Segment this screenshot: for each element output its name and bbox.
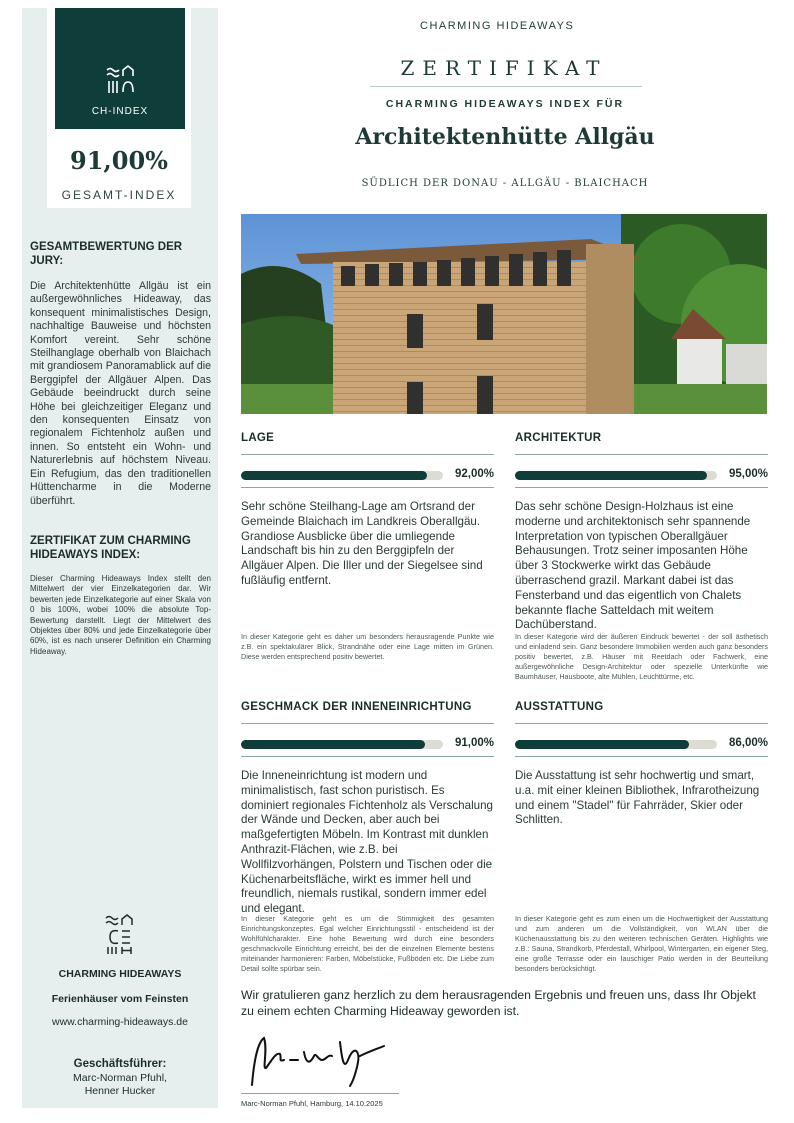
total-score: 91,00% bbox=[70, 146, 168, 175]
category-text: Die Ausstattung ist sehr hochwertig und smart, u.a. mit einer kleinen Bibliothek, Infrarotheizung und einem "Stadel" für Fahrräder, Skier oder Schlitten. bbox=[515, 769, 760, 827]
signature-image bbox=[244, 1030, 404, 1090]
category-text: Sehr schöne Steilhang-Lage am Ortsrand der Gemeinde Blaichach im Landkreis Oberallgäu. Grandiose Ausblicke über die umliegende Landschaft bis hin zu den Berggipfeln der Allgäuer Alpen. Die Iller und der Siegelsee sind fußläufig entfernt. bbox=[241, 500, 483, 587]
badge-label: CH-INDEX bbox=[91, 106, 149, 117]
score-bar-fill bbox=[241, 740, 425, 749]
category-title: LAGE bbox=[241, 432, 275, 444]
footer-brand: CHARMING HIDEAWAYS bbox=[58, 968, 182, 980]
category-title: GESCHMACK DER INNENEINRICHTUNG bbox=[241, 701, 472, 713]
footer-url[interactable]: www.charming-hideaways.de bbox=[52, 1016, 188, 1028]
total-score-label: GESAMT-INDEX bbox=[61, 188, 177, 202]
jury-heading: GESAMTBEWERTUNG DER JURY: bbox=[30, 241, 183, 267]
category-text: Die Inneneinrichtung ist modern und minimalistisch, fast schon puristisch. Es dominiert regionales Fichtenholz als Verschalung der Wände und Decken, aber auch bei maßgefertigten Möbeln. Im Kontrast mit dunklen Anthrazit-Flächen, wie z.B. bei Wollfilzvorhängen, Polstern und Tischen oder die Küchenarbeitsfläche, wirkt es immer hell und freundlich, niemals rustikal, sondern immer edel und elegant. bbox=[241, 769, 493, 916]
footer-tagline: Ferienhäuser vom Feinsten bbox=[51, 993, 189, 1005]
score-bar-track bbox=[241, 740, 443, 749]
property-name: Architektenhütte Allgäu bbox=[355, 124, 655, 150]
title-divider bbox=[370, 86, 642, 87]
property-photo bbox=[241, 214, 767, 414]
signature-caption: Marc-Norman Pfuhl, Hamburg, 14.10.2025 bbox=[241, 1099, 383, 1108]
category-divider-bottom bbox=[515, 487, 768, 488]
score-bar-row bbox=[241, 736, 494, 756]
score-bar-track bbox=[241, 471, 443, 480]
category-score: 91,00% bbox=[454, 737, 494, 749]
category-lage bbox=[241, 432, 494, 589]
category-architektur bbox=[515, 432, 768, 633]
score-bar-track bbox=[515, 740, 717, 749]
category-divider bbox=[515, 723, 768, 724]
category-divider-bottom bbox=[241, 487, 494, 488]
category-title: ARCHITEKTUR bbox=[515, 432, 602, 444]
ch-index-badge bbox=[55, 8, 185, 129]
category-divider bbox=[515, 454, 768, 455]
certificate-title: ZERTIFIKAT bbox=[400, 56, 608, 80]
ceo-name-2: Henner Hucker bbox=[84, 1085, 156, 1097]
category-geschmack bbox=[241, 701, 494, 917]
category-text: Das sehr schöne Design-Holzhaus ist eine moderne und architektonisch sehr spannende Interpretation von typischen Oberallgäuer Behausungen. Trotz seiner imposanten Höhe über 3 Stockwerke wirkt das Gebäude überraschend grazil. Markant dabei ist das Fensterband und das eigentlich von Chalets bekannte flache Satteldach mit weitem Dachüberstand. bbox=[515, 500, 751, 632]
brand-header bbox=[420, 20, 574, 32]
ceo-label: Geschäftsführer: bbox=[73, 1058, 167, 1070]
score-bar-fill bbox=[515, 740, 689, 749]
category-note-ausstattung: In dieser Kategorie geht es zum einen um die Hochwertigkeit der Ausstattung und zum anderen um die Vollständigkeit, von WLAN über die Küchenausstattung bis zu den weiteren technischen Geräten. Highlights wie z.B.: Sauna, Strandkorb, Pferdestall, Whirlpool, Wintergarten, ein eigener Steg, eine große Terrasse oder ein lauschiger Patio werden in der Beurteilung besonders berücksichtigt. bbox=[515, 914, 768, 973]
index-heading: ZERTIFIKAT ZUM CHARMING HIDEAWAYS INDEX: bbox=[30, 535, 191, 561]
category-score: 95,00% bbox=[728, 468, 768, 480]
category-note-architektur: In dieser Kategorie wird der äußeren Eindruck bewertet - der soll ästhetisch und einladend sein. Ganz besondere Immobilien werden auch ganz besonders positiv bewertet, z.B. Häuser mit Reetdach oder Fachwerk, eine außergewöhnliche Design-Architektur oder spezielle Unterkünfte wie Baumhäuser, Hausboote, alte Mühlen, Leuchttürme, etc. bbox=[515, 632, 768, 681]
category-divider bbox=[241, 723, 494, 724]
category-title: AUSSTATTUNG bbox=[515, 701, 604, 713]
charming-hideaways-logo-icon bbox=[105, 64, 135, 96]
score-bar-fill bbox=[241, 471, 427, 480]
score-bar-fill bbox=[515, 471, 707, 480]
brand-name-part: CHARMING HIDEAWAYS bbox=[420, 20, 575, 32]
property-region: SÜDLICH DER DONAU - ALLGÄU - BLAICHACH bbox=[361, 178, 649, 189]
category-divider bbox=[241, 454, 494, 455]
certificate-subtitle: CHARMING HIDEAWAYS INDEX FÜR bbox=[385, 98, 625, 110]
closing-text: Wir gratulieren ganz herzlich zu dem herausragenden Ergebnis und freuen uns, dass Ihr Objekt zu einem echten Charming Hideaway geworden ist. bbox=[241, 988, 756, 1018]
category-divider-bottom bbox=[241, 756, 494, 757]
score-bar-row bbox=[241, 467, 494, 487]
signature-line bbox=[241, 1093, 399, 1094]
index-text: Dieser Charming Hideaways Index stellt den Mittelwert der vier Einzelkategorien dar. Wir bewerten jede Einzelkategorie auf einer Skala von 0 bis 100%, wobei 100% die absolute Top-Bewertung darstellt. Liegt der Mittelwert des Objektes über 80% und jede Einzelkategorie über 60%, ist es nach unserer Definition ein Charming Hideaway. bbox=[30, 574, 211, 656]
score-bar-track bbox=[515, 471, 717, 480]
category-divider-bottom bbox=[515, 756, 768, 757]
score-bar-row bbox=[515, 736, 768, 756]
index-badge-card bbox=[47, 8, 191, 208]
score-bar-row bbox=[515, 467, 768, 487]
category-ausstattung bbox=[515, 701, 768, 828]
category-score: 86,00% bbox=[728, 737, 768, 749]
category-note-geschmack: In dieser Kategorie geht es um die Stimmigkeit des gesamten Einrichtungskonzeptes. Egal welcher Einrichtungsstil - entscheidend ist der Wohlfühlcharakter. Eine hohe Bewertung wird durch eine besonders geschmackvolle Einrichtung erreicht, bei der die einzelnen Elemente bestens miteinander harmonieren: Farben, Möbelstücke, Fußböden etc. Die Liebe zum Detail sollte spürbar sein. bbox=[241, 914, 494, 973]
sidebar bbox=[22, 8, 218, 1108]
ceo-name-1: Marc-Norman Pfuhl, bbox=[73, 1072, 167, 1084]
category-note-lage: In dieser Kategorie geht es daher um besonders herausragende Punkte wie z.B. ein spektakulärer Blick, Strandnähe oder eine Lage mitten im Grünen. Diese werden entsprechend positiv bewertet. bbox=[241, 632, 494, 661]
charming-hideaways-footer-logo-icon bbox=[104, 913, 134, 955]
jury-text: Die Architektenhütte Allgäu ist ein außergewöhnliches Hideaway, das konsequent minimalistisches Design, nachhaltige Bauweise und höchsten Komfort vereint. Sehr schöne Steilhanglage oberhalb von Blaichach mit grandiosem Panoramablick auf die Berggipfel der Allgäuer Alpen. Das Gebäude beeindruckt durch seine Höhe bei gleichzeitiger Eleganz und den konsequenten Einsatz von regionalem Fichtenholz außen und innen. So entsteht ein Wohn- und Naturerlebnis auf höchstem Niveau. Ein Refugium, das den traditionellen Hüttencharme in die Moderne überführt. bbox=[30, 280, 211, 507]
category-score: 92,00% bbox=[454, 468, 494, 480]
